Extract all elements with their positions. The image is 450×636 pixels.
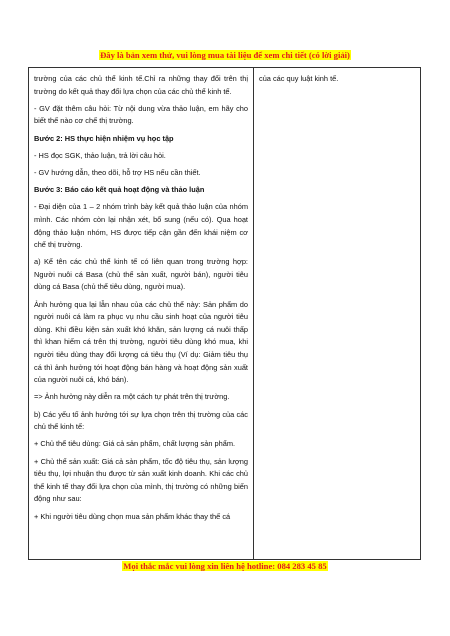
paragraph: của các quy luật kinh tế. [259, 74, 339, 83]
paragraph: - GV đặt thêm câu hỏi: Từ nội dung vừa thảo luận, em hãy cho biết thế nào cơ chế thị trường. [34, 103, 248, 126]
paragraph: a) Kể tên các chủ thể kinh tế có liên quan trong trường hợp: Người nuôi cá Basa (chủ thể sản xuất, người bán), người tiêu dùng cá Basa (chủ thể tiêu dùng, người mua). [34, 257, 248, 292]
paragraph: + Khi người tiêu dùng chọn mua sản phẩm khác thay thế cá [34, 511, 231, 521]
step-heading: Bước 2: HS thực hiện nhiệm vụ học tập [34, 133, 174, 143]
paragraph: - HS đọc SGK, thảo luận, trả lời câu hỏi. [34, 150, 166, 160]
paragraph: trường của các chủ thể kinh tế.Chỉ ra những thay đổi trên thị trường do kết quả thay đổi lựa chọn của các chủ thể kinh tế. [34, 74, 248, 96]
paragraph: - GV hướng dẫn, theo dõi, hỗ trợ HS nếu cần thiết. [34, 167, 201, 177]
paragraph: + Chủ thể tiêu dùng: Giá cả sản phẩm, chất lượng sản phẩm. [34, 439, 236, 449]
paragraph: b) Các yếu tố ảnh hưởng tới sự lựa chọn trên thị trường của các chủ thể kinh tế: [34, 409, 248, 432]
content-table [28, 67, 421, 560]
preview-banner [0, 50, 450, 61]
right-column [254, 68, 420, 559]
paragraph: Ảnh hưởng qua lại lẫn nhau của các chủ thể này: Sản phẩm do người nuôi cá làm ra phục vụ nhu cầu sinh hoạt của người tiêu dùng. Khi điều kiện sản xuất khó khăn, sản lượng cá nuôi thấp thì khan hiếm cá trên thị trường, người tiêu dùng khó mua, khi người tiêu dùng thay đổi lượng cá tiêu thụ (Ví dụ: Giảm tiêu thụ cá thì ảnh hưởng tới hoạt động bán hàng và hoạt động sản xuất của người nuôi cá, khó bán). [34, 299, 248, 385]
paragraph: => Ảnh hưởng này diễn ra một cách tự phát trên thị trường. [34, 392, 230, 402]
paragraph: + Chủ thể sản xuất: Giá cả sản phẩm, tốc độ tiêu thụ, sản lượng tiêu thụ, lợi nhuận thu được từ sản xuất kinh doanh. Khi các chủ thể kinh tế thay đổi lựa chọn của mình, thị trường có những biến động như sau: [34, 456, 248, 504]
step-heading: Bước 3: Báo cáo kết quả hoạt động và thảo luận [34, 185, 205, 195]
left-column [29, 68, 254, 559]
preview-banner-text: Đây là bản xem thử, vui lòng mua tài liệu để xem chi tiết (có lời giải) [100, 50, 350, 60]
hotline-banner [0, 561, 450, 572]
hotline-banner-text: Mọi thắc mắc vui lòng xin liên hệ hotline: 084 283 45 85 [123, 561, 327, 571]
paragraph: - Đại diện của 1 – 2 nhóm trình bày kết quả thảo luận của nhóm mình. Các nhóm còn lại nhận xét, bổ sung (nếu có). Qua hoạt động thảo luận nhóm, HS được tiếp cận gần đến khái niệm cơ chế thị trường. [34, 202, 248, 250]
